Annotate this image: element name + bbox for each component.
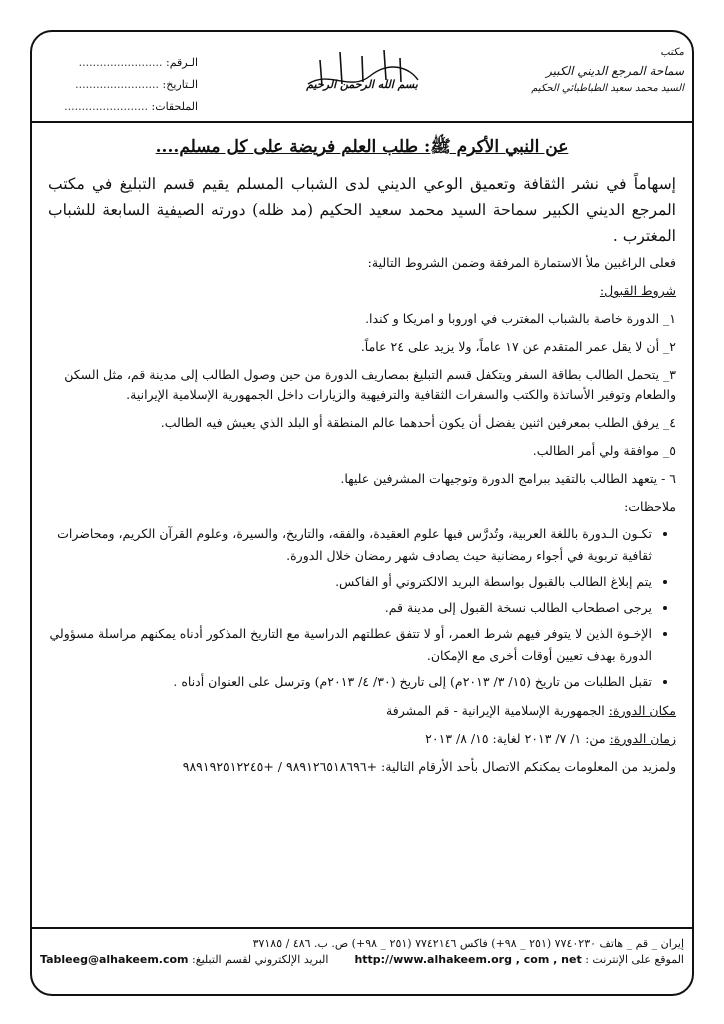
note-item: • الإخـوة الذين لا يتوفر فيهم شرط العمر، أو لا تتفق عطلتهم الدراسية مع التاريخ المذكور أدناه يمكنهم مراسلة مسؤولي الدورة بهدف تعيين أوقات أخرى مع الإمكان. (48, 623, 652, 667)
email-label: البريد الإلكتروني لقسم التبليغ: (192, 953, 329, 966)
note-item: • تكـون الـدورة باللغة العربية، وتُدرَّس فيها علوم العقيدة، والفقه، والتاريخ، والسيرة، وعلوم القرآن الكريم، ومحاضرات ثقافية تربوية في أجواء رمضانية حيث يصادف شهر رمضان خلال الدورة. (48, 523, 652, 567)
office-line-1: مكتب (660, 47, 684, 58)
ref-attachments-row: الملحقات: ........................ (64, 100, 198, 113)
office-name-block (524, 44, 684, 98)
website-label: الموقع على الإنترنت : (585, 953, 684, 966)
reference-fields (48, 52, 198, 118)
page-title: عن النبي الأكرم ﷺ: طلب العلم فريضة على كل مسلم.... (155, 137, 569, 157)
email-block (40, 952, 328, 968)
condition-item: ١_ الدورة خاصة بالشباب المغترب في اوروبا و امريكا و كندا. (365, 311, 676, 326)
phone-2: +٩٨٩١٩٢٥١٢٢٤٥ (182, 759, 274, 774)
ref-date-label: الـتاريخ (166, 78, 198, 91)
ref-attachments-dots: ........................ (64, 100, 149, 113)
condition-item: ٦ - يتعهد الطالب بالتقيد ببرامج الدورة وتوجيهات المشرفين عليها. (340, 471, 676, 486)
notes-title: ملاحظات: (624, 499, 676, 514)
invitation-text: فعلى الراغبين ملأ الاستمارة المرفقة وضمن الشروط التالية: (367, 255, 676, 270)
website-block (354, 952, 684, 968)
bismillah-calligraphy (300, 40, 424, 100)
ref-number-row: الـرقم: ........................ (78, 56, 198, 69)
footer-address-row (40, 936, 684, 952)
venue-row (48, 701, 676, 721)
note-item: • تقبل الطلبات من تاريخ (١٥/ ٣/ ٢٠١٣م) إلى تاريخ (٣٠/ ٤/ ٢٠١٣م) وترسل على العنوان أدناه . (48, 671, 652, 693)
ref-number-dots: ........................ (78, 56, 163, 69)
letter-body (48, 136, 676, 785)
period-row (48, 729, 676, 749)
footer (40, 936, 684, 968)
ref-number-label: الـرقم (169, 56, 198, 69)
email-link[interactable]: Tableeg@alhakeem.com (40, 953, 189, 966)
ref-attachments-label: الملحقات (155, 100, 198, 113)
condition-item: ٤_ يرفق الطلب بمعرفين اثنين يفضل أن يكون أحدهما عالم المنطقة أو البلد الذي يعيش فيه الطالب. (160, 415, 676, 430)
phone-1: +٩٨٩١٢٦٥١٨٦٩٦ (286, 759, 378, 774)
header-divider (32, 121, 692, 123)
period-label: زمان الدورة: (609, 731, 676, 746)
office-line-2: سماحة المرجع الديني الكبير (545, 64, 684, 78)
notes-list (48, 523, 676, 693)
condition-item: ٥_ موافقة ولي أمر الطالب. (532, 443, 676, 458)
intro-paragraph: إسهاماً في نشر الثقافة وتعميق الوعي الديني لدى الشباب المسلم يقيم قسم التبليغ في مكتب المرجع الديني الكبير سماحة السيد محمد سعيد الحكيم (مد ظله) دورته الصيفية السابعة للشباب المغترب . (48, 175, 676, 245)
bismillah-text: بسم الله الرحمن الرحيم (306, 78, 418, 91)
note-item: • يرجى اصطحاب الطالب نسخة القبول إلى مدينة قم. (48, 597, 652, 619)
ref-date-row: الـتاريخ: ........................ (75, 78, 198, 91)
venue-label: مكان الدورة: (608, 703, 676, 718)
condition-item: ٢_ أن لا يقل عمر المتقدم عن ١٧ عاماً، ولا يزيد على ٢٤ عاماً. (360, 339, 676, 354)
website-link[interactable]: http://www.alhakeem.org , com , net (354, 953, 582, 966)
footer-links-row (40, 952, 684, 968)
note-item: • يتم إبلاغ الطالب بالقبول بواسطة البريد الالكتروني أو الفاكس. (48, 571, 652, 593)
footer-divider (32, 927, 692, 929)
footer-address: إيران _ قم _ هاتف ٧٧٤٠٢٣٠ (٢٥١ _ ٩٨+) فاكس ٧٧٤٢١٤٦ (٢٥١ _ ٩٨+) ص. ب. ٤٨٦ / ٣٧١٨٥ (252, 937, 684, 950)
period-value: من: ١/ ٧/ ٢٠١٣ لغاية: ١٥/ ٨/ ٢٠١٣ (425, 731, 606, 746)
office-line-3: السيد محمد سعيد الطباطبائي الحكيم (531, 83, 684, 94)
conditions-title: شروط القبول: (599, 283, 676, 298)
venue-value: الجمهورية الإسلامية الإيرانية - قم المشرفة (386, 703, 605, 718)
phone-separator: / (277, 759, 283, 774)
contact-text: ولمزيد من المعلومات يمكنكم الاتصال بأحد الأرقام التالية: (381, 759, 676, 774)
ref-date-dots: ........................ (75, 78, 160, 91)
condition-item: ٣_ يتحمل الطالب بطاقة السفر ويتكفل قسم التبليغ بمصاريف الدورة من حين وصول الطالب إلى مدينة قم، مثل السكن والطعام وتوفير الأساتذة والكتب والسفرات الثقافية والترفيهية والزيارات داخل الجمهورية الإسلامية الإيرانية. (64, 367, 676, 402)
contact-row (48, 757, 676, 777)
